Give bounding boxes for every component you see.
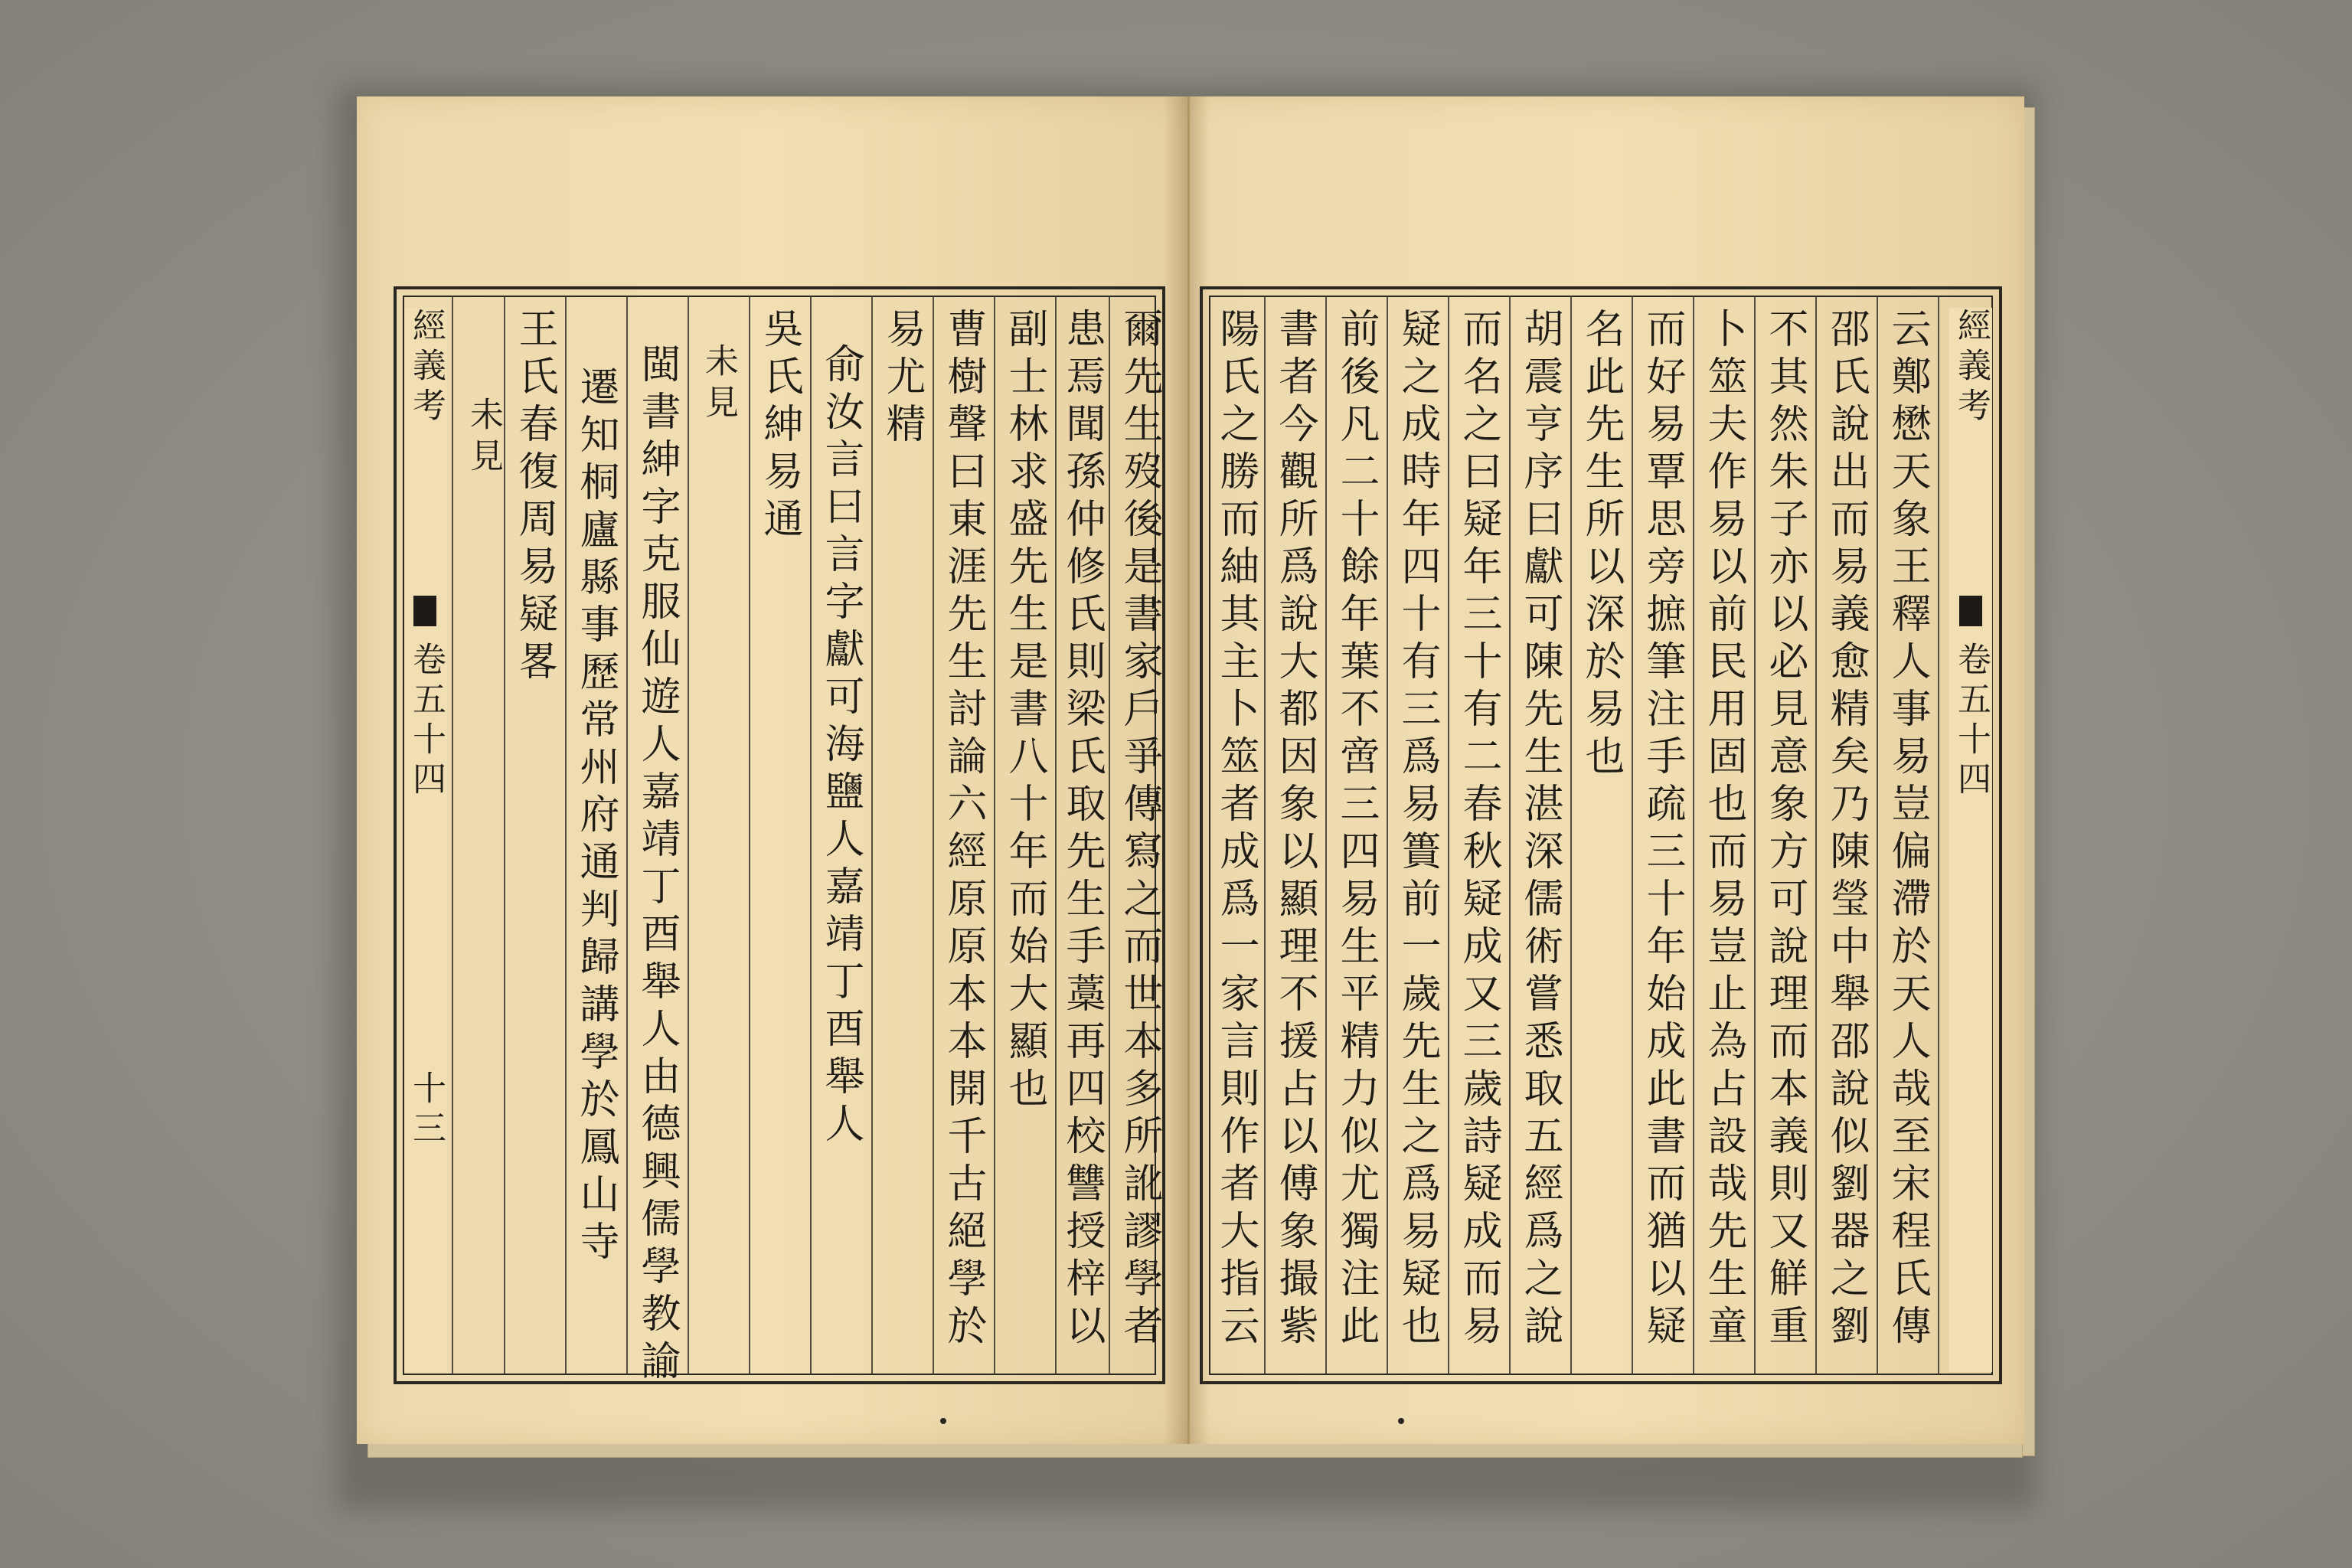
left-col-10: 遷知桐廬縣事歷常州府通判歸講學於鳳山寺 [573, 366, 619, 1268]
left-col-12: 未見 [464, 397, 503, 479]
right-col-12: 陽氏之勝而紬其主卜筮者成爲一家言則作者大指云 [1213, 308, 1259, 1352]
right-col-1: 云鄭懋天象王釋人事易豈偏滯於天人哉至宋程氏傳 [1884, 308, 1930, 1352]
left-band-title: 經義考 [407, 308, 446, 427]
left-col-3: 副士林求盛先生是書八十年而始大顯也 [1001, 308, 1047, 1115]
right-col-11: 書者今觀所爲說大都因象以顯理不援占以傅象撮紫 [1272, 308, 1318, 1352]
left-col-4: 曹樹聲曰東涯先生討論六經原原本本開千古絕學於 [940, 308, 986, 1352]
left-text-frame [394, 286, 1165, 1387]
right-col-6: 名此先生所以深於易也 [1578, 308, 1624, 782]
left-col-9: 閩書紳字克服仙遊人嘉靖丁酉舉人由德興儒學教諭 [634, 343, 680, 1387]
page-dot-left [940, 1418, 946, 1424]
right-col-7: 胡震亨序曰獻可陳先生湛深儒術嘗悉取五經爲之說 [1517, 308, 1563, 1352]
fishtail-mark-right [1959, 596, 1982, 626]
left-col-5: 易尤精 [879, 308, 925, 450]
left-folio: 十三 [407, 1070, 446, 1150]
page-dot-right [1398, 1418, 1404, 1424]
left-band-volume: 卷五十四 [407, 642, 446, 801]
left-col-7: 吳氏紳易通 [756, 308, 802, 545]
right-col-3: 不其然朱子亦以必見意象方可說理而本義則又觧重 [1762, 308, 1808, 1352]
fishtail-mark [413, 596, 436, 626]
right-col-4: 卜筮夫作易以前民用固也而易豈止為占設哉先生童 [1700, 308, 1746, 1352]
right-col-2: 邵氏說出而易義愈精矣乃陳瑩中舉邵說似劉器之劉 [1823, 308, 1869, 1352]
left-col-6: 俞汝言曰言字獻可海鹽人嘉靖丁酉舉人 [818, 343, 864, 1150]
right-col-8: 而名之曰疑年三十有二春秋疑成又三歲詩疑成而易 [1455, 308, 1501, 1352]
right-band-title: 經義考 [1952, 308, 1991, 427]
right-text-frame [1200, 286, 2002, 1384]
right-band-volume: 卷五十四 [1952, 642, 1991, 801]
right-col-10: 前後凡二十餘年葉不啻三四易生平精力似尤獨注此 [1333, 308, 1379, 1352]
left-col-2: 患焉聞孫仲修氏則梁氏取先生手藁再四校讐授梓以 [1059, 308, 1105, 1352]
left-col-8: 未見 [699, 343, 738, 426]
left-col-11: 王氏春復周易疑畧 [511, 308, 557, 688]
left-col-1: 爾先生歿後是書家戶爭傳寫之而世本多所訛謬學者 [1116, 308, 1162, 1352]
right-col-5: 而好易覃思旁摭筆注手疏三十年始成此書而猶以疑 [1639, 308, 1685, 1352]
right-col-9: 疑之成時年四十有三爲易簣前一歲先生之爲易疑也 [1394, 308, 1440, 1352]
